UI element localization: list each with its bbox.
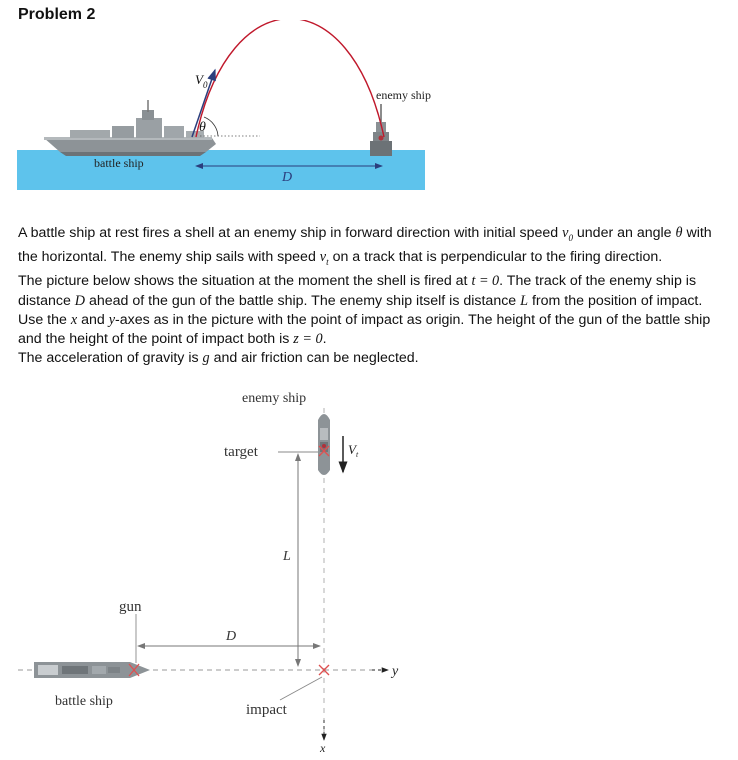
label-battle-ship-top: battle ship: [94, 156, 144, 170]
label-vt: $V_t$: [348, 442, 359, 459]
label-D-bottom: D: [226, 629, 237, 644]
label-target: target: [224, 444, 258, 460]
label-impact: impact: [246, 702, 287, 718]
battle-ship-top: [34, 662, 150, 678]
problem-title: Problem 2: [18, 6, 96, 23]
label-battle-ship-bottom: battle ship: [55, 694, 113, 709]
problem-statement: [18, 224, 722, 369]
side-view-figure: [0, 20, 738, 200]
label-theta: θ: [199, 120, 206, 135]
label-gun: gun: [119, 599, 142, 615]
shell-trajectory: [196, 20, 384, 137]
enemy-ship-top: [318, 414, 330, 475]
paragraph-1: A battle ship at rest fires a shell at an enemy ship in forward direction with initial speed $v_0$ under an angle θ with the horizontal. The enemy ship sails with speed $v_t$ on a track that is perpendicular to the firing direction.: [18, 225, 712, 267]
paragraph-2: The picture below shows the situation at the moment the shell is fired at t = 0. The track of the enemy ship is distance D ahead of the gun of the battle ship. The enemy ship itself is distance L from the position of impact. Use the x and y-axes as in the picture with the point of impact as origin. The height of the gun of the battle ship and the height of the point of impact both is z = 0.: [18, 273, 711, 348]
label-L: L: [283, 549, 291, 564]
label-D-top: D: [282, 170, 293, 185]
label-enemy-ship-bottom: enemy ship: [242, 391, 307, 406]
enemy-ship-side: [370, 104, 392, 156]
top-view-figure: [0, 378, 738, 760]
paragraph-3: The acceleration of gravity is g and air friction can be neglected.: [18, 350, 419, 367]
label-enemy-ship-top: enemy ship: [376, 88, 431, 102]
label-x: x: [320, 741, 326, 755]
label-y: y: [392, 664, 399, 679]
battle-ship-side: [44, 100, 216, 156]
label-v0: $V_0$: [195, 72, 208, 90]
theta-arc: [204, 117, 218, 136]
impact-leader: [280, 677, 322, 700]
